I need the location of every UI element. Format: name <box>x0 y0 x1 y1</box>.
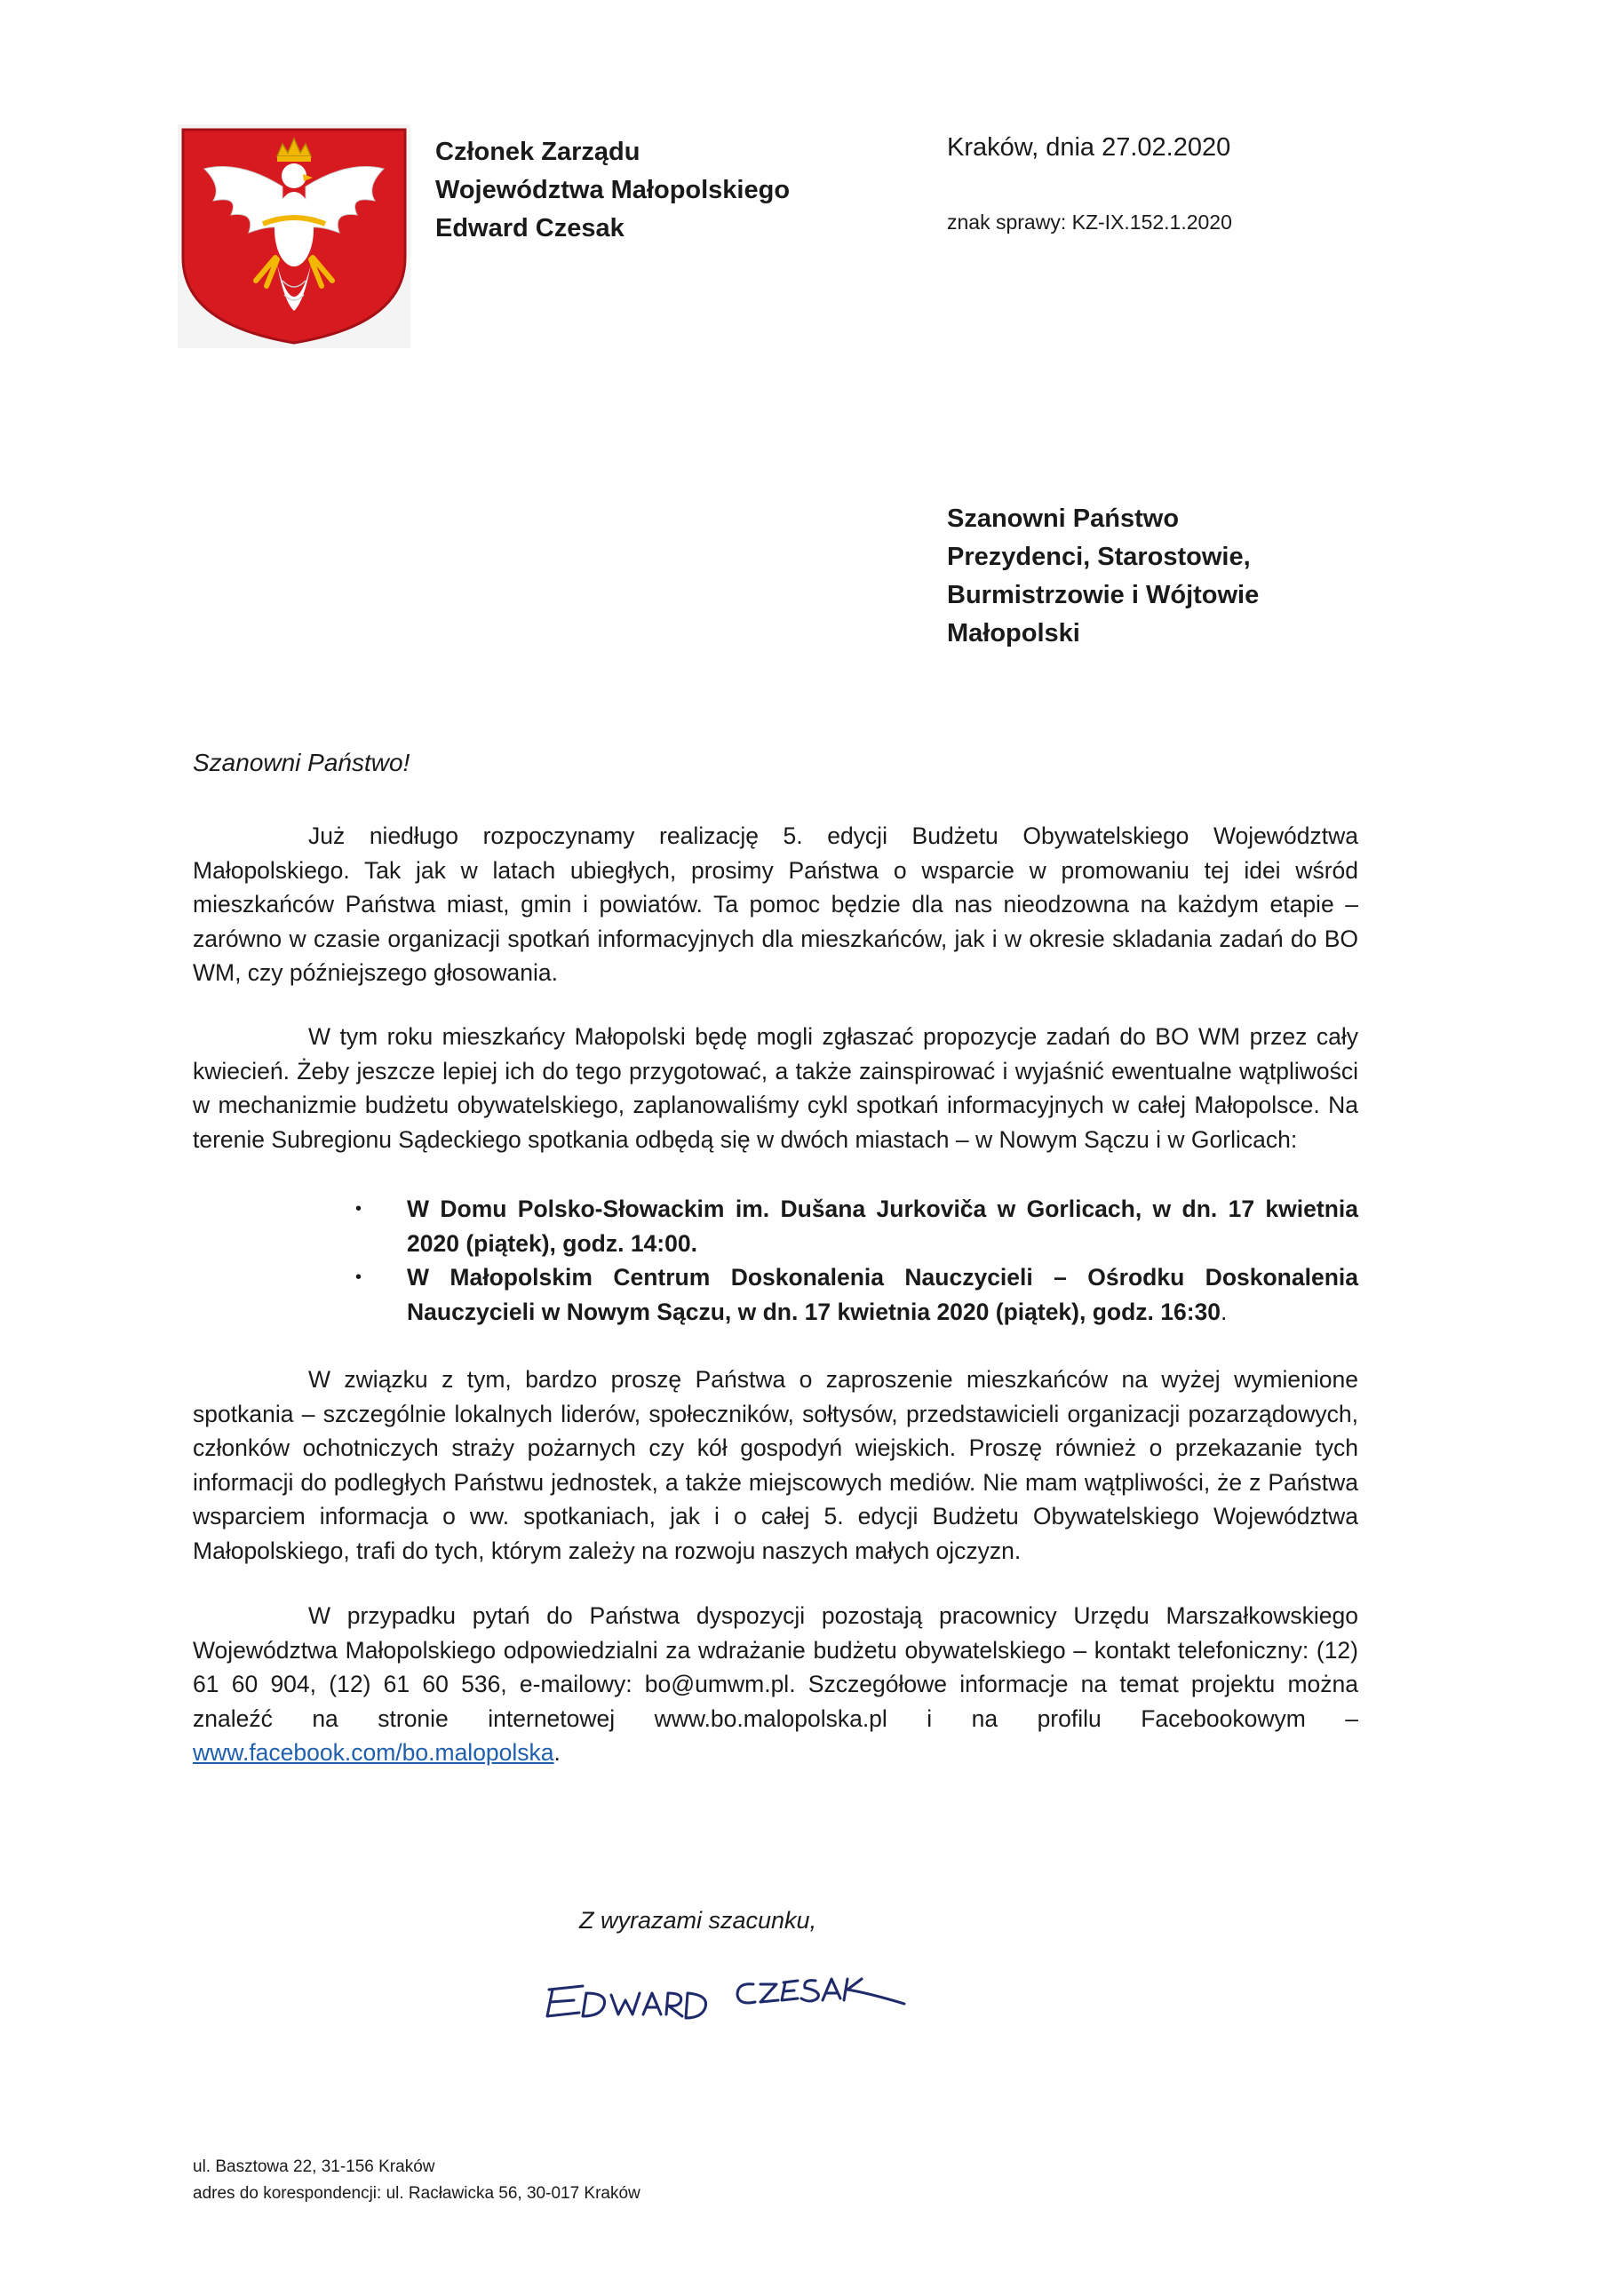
sender-name: Edward Czesak <box>435 214 625 242</box>
body-paragraph <box>193 819 1358 990</box>
recipient-line: Szanowni Państwo <box>947 504 1180 533</box>
coat-of-arms-logo <box>178 124 410 348</box>
signature-icon <box>540 1954 913 2034</box>
sender-block <box>435 133 790 248</box>
recipient-line: Burmistrzowie i Wójtowie <box>947 581 1260 609</box>
paragraph-text <box>193 1599 1358 1770</box>
meetings-list <box>355 1192 1358 1329</box>
letter-date: Kraków, dnia 27.02.2020 <box>947 133 1231 162</box>
bullet-icon: • <box>355 1267 362 1287</box>
footer-line: adres do korespondencji: ul. Racławicka 56, 30-017 Kraków <box>193 2184 640 2203</box>
list-item <box>355 1260 1358 1329</box>
recipient-block <box>947 500 1259 653</box>
sender-office: Województwa Małopolskiego <box>435 176 791 204</box>
closing-phrase: Z wyrazami szacunku, <box>579 1907 817 1934</box>
salutation: Szanowni Państwo! <box>193 749 410 776</box>
sender-title: Członek Zarządu <box>435 138 640 166</box>
eagle-crest-icon <box>178 124 410 348</box>
contact-text: W przypadku pytań do Państwa dyspozycji pozostają pracownicy Urzędu Marszałkowskiego Województwa Małopolskiego odpowiedzialni za wdrażanie budżetu obywatelskiego – kontakt telefoniczny: (12) 61 60 904, (12) 61 60 536, e-mailowy: bo@umwm.pl. Szczegółowe informacje na temat projektu można znaleźć na stronie internetowej www.bo.malopolska.pl i na profilu Facebookowym – <box>193 1602 1358 1732</box>
bullet-icon: • <box>355 1199 362 1219</box>
handwritten-signature <box>540 1954 913 2034</box>
body-paragraph <box>193 1363 1358 1568</box>
paragraph-text: W związku z tym, bardzo proszę Państwa o zaproszenie mieszkańców na wyżej wymienione spotkania – szczególnie lokalnych liderów, społeczników, sołtysów, przedstawicieli organizacji pozarządowych, członków ochotniczych straży pożarnych czy kół gospodyń wiejskich. Proszę również o przekazanie tych informacji do podległych Państwu jednostek, a także miejscowych mediów. Nie mam wątpliwości, że z Państwa wsparciem informacja o ww. spotkaniach, jak i o całej 5. edycji Budżetu Obywatelskiego Województwa Małopolskiego, trafi do tych, którym zależy na rozwoju naszych małych ojczyzn. <box>193 1366 1358 1564</box>
body-paragraph <box>193 1599 1358 1770</box>
list-item <box>355 1192 1358 1260</box>
paragraph-end: . <box>553 1739 561 1766</box>
meeting-text: W Domu Polsko-Słowackim im. Dušana Jurkoviča w Gorlicach, w dn. 17 kwietnia 2020 (piątek), godz. 14:00. <box>407 1196 1358 1257</box>
facebook-link[interactable]: www.facebook.com/bo.malopolska <box>193 1739 554 1766</box>
recipient-line: Małopolski <box>947 619 1080 647</box>
meeting-text: W Małopolskim Centrum Doskonalenia Nauczycieli – Ośrodku Doskonalenia Nauczycieli w Nowym Sączu, w dn. 17 kwietnia 2020 (piątek), godz. 16:30 <box>407 1264 1358 1325</box>
meeting-text-end: . <box>1221 1298 1228 1325</box>
footer-address <box>193 2154 640 2207</box>
footer-line: ul. Basztowa 22, 31-156 Kraków <box>193 2157 435 2176</box>
body-paragraph <box>193 1020 1358 1156</box>
paragraph-text: Już niedługo rozpoczynamy realizację 5. edycji Budżetu Obywatelskiego Województwa Małopolskiego. Tak jak w latach ubiegłych, prosimy Państwa o wsparcie w promowaniu tej idei wśród mieszkańców Państwa miast, gmin i powiatów. Ta pomoc będzie dla nas nieodzowna na każdym etapie – zarówno w czasie organizacji spotkań informacyjnych dla mieszkańców, jak i w okresie skladania zadań do BO WM, czy późniejszego głosowania. <box>193 822 1358 986</box>
paragraph-text: W tym roku mieszkańcy Małopolski będę mogli zgłaszać propozycje zadań do BO WM przez cały kwiecień. Żeby jeszcze lepiej ich do tego przygotować, a także zainspirować i wyjaśnić ewentualne wątpliwości w mechanizmie budżetu obywatelskiego, zaplanowaliśmy cykl spotkań informacyjnych w całej Małopolsce. Na terenie Subregionu Sądeckiego spotkania odbędą się w dwóch miastach – w Nowym Sączu i w Gorlicach: <box>193 1023 1358 1153</box>
recipient-line: Prezydenci, Starostowie, <box>947 543 1251 571</box>
case-reference: znak sprawy: KZ-IX.152.1.2020 <box>947 211 1232 234</box>
